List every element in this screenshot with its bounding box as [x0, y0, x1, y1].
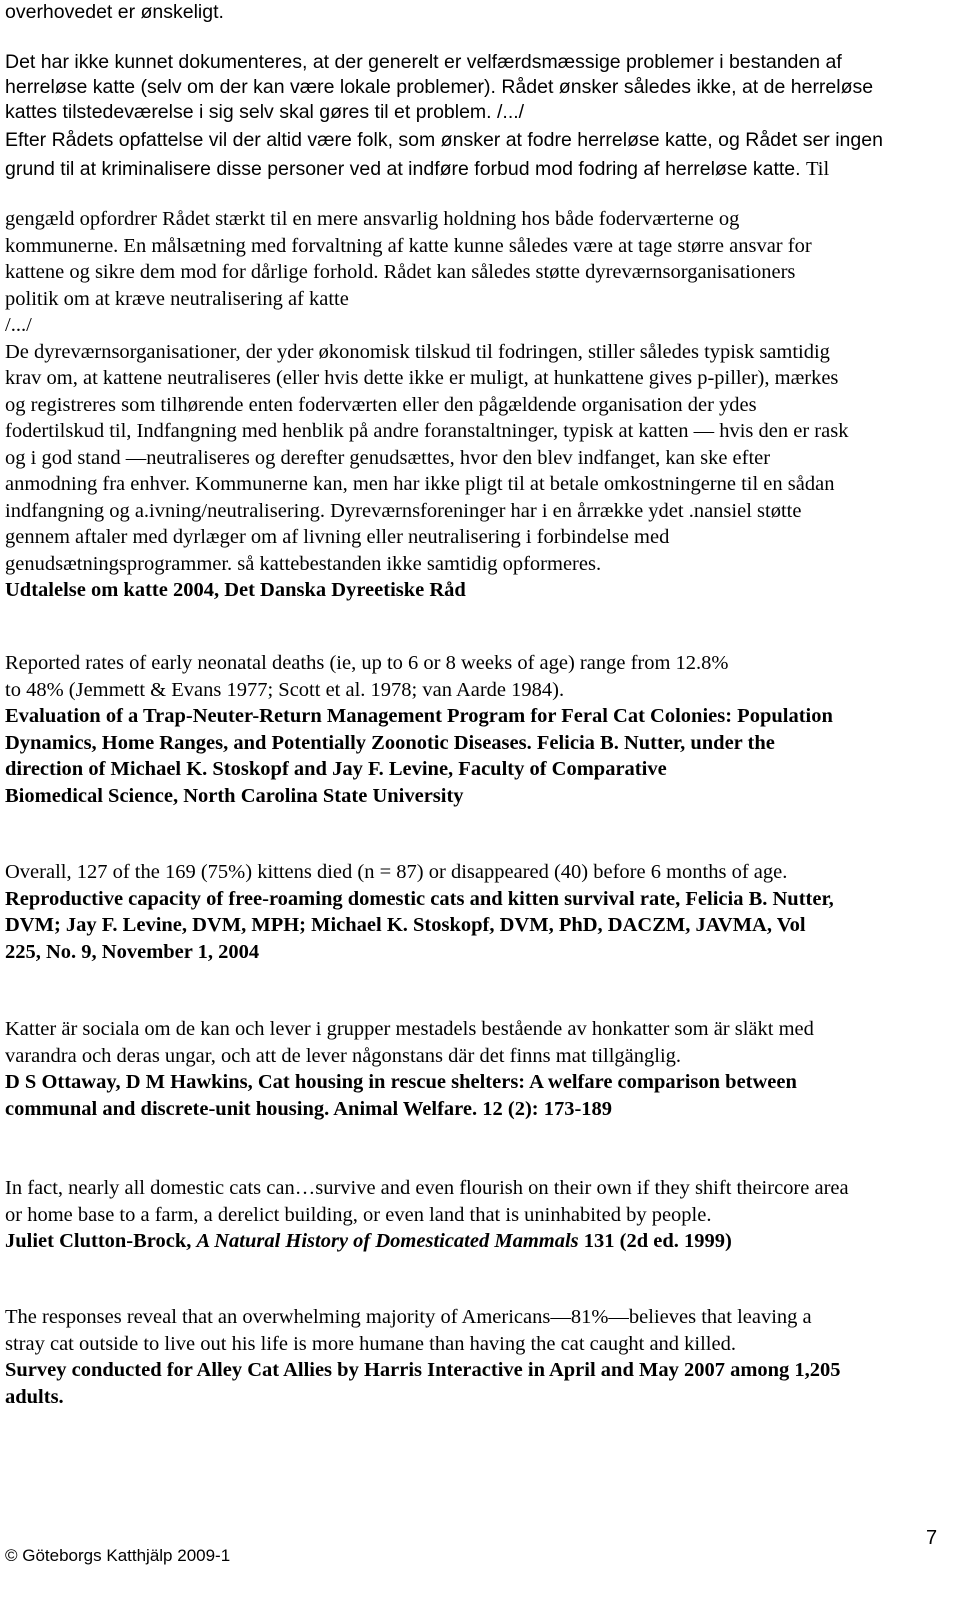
quote-source	[5, 1228, 950, 1255]
page-number: 7	[926, 1527, 938, 1549]
text-segment: grund til at kriminalisere disse personer ved at indføre forbud mod fodring af herreløse katte.	[5, 158, 801, 180]
quote-text: or home base to a farm, a derelict building, or even land that is uninhabited by people.	[5, 1203, 712, 1226]
quote-source: Reproductive capacity of free-roaming domestic cats and kitten survival rate, Felicia B. Nutter,	[5, 887, 834, 910]
quote-source: adults.	[5, 1385, 64, 1408]
text-line	[5, 156, 950, 183]
source-details: 131 (2d ed. 1999)	[583, 1230, 732, 1252]
text-line: kattes tilstedeværelse i sig selv skal gøres til et problem. /.../	[5, 101, 525, 123]
quote-text: The responses reveal that an overwhelming majority of Americans—81%—believes that leaving a	[5, 1306, 812, 1328]
quote-source: Dynamics, Home Ranges, and Potentially Zoonotic Diseases. Felicia B. Nutter, under the	[5, 731, 775, 754]
text-line: krav om, at kattene neutraliseres (eller hvis dette ikke er muligt, at hunkattene gives p-piller), mærkes	[5, 367, 839, 389]
quote-block	[5, 859, 950, 965]
text-line: De dyreværnsorganisationer, der yder økonomisk tilskud til fodringen, stiller således typisk samtidig	[5, 340, 830, 363]
text-line: gennem aftaler med dyrlæger om af livning eller neutralisering i forbindelse med	[5, 526, 670, 548]
text-line: indfangning og a.ivning/neutralisering. Dyreværnsforeninger har i en årrække ydet .nansiel støtte	[5, 499, 802, 522]
quote-source: communal and discrete-unit housing. Animal Welfare. 12 (2): 173-189	[5, 1097, 613, 1120]
quote-text: Katter är sociala om de kan och lever i grupper mestadels bestående av honkatter som är släkt med	[5, 1018, 814, 1040]
text-line: gengæld opfordrer Rådet stærkt til en mere ansvarlig holdning hos både foderværterne og	[5, 208, 740, 230]
text-line: politik om at kræve neutralisering af katte	[5, 287, 349, 310]
text-line: fodertilskud til, Indfangning med henblik på andre foranstaltninger, typisk at katten — hvis den er rask	[5, 420, 849, 442]
text-line: genudsætningsprogrammer. så kattebestanden ikke samtidig opformeres.	[5, 552, 602, 575]
quote-source: DVM; Jay F. Levine, DVM, MPH; Michael K. Stoskopf, DVM, PhD, DACZM, JAVMA, Vol	[5, 914, 806, 936]
quote-source: direction of Michael K. Stoskopf and Jay F. Levine, Faculty of Comparative	[5, 758, 667, 780]
quote-source: Udtalelse om katte 2004, Det Danska Dyreetiske Råd	[5, 579, 466, 601]
quote-source: Evaluation of a Trap-Neuter-Return Management Program for Feral Cat Colonies: Population	[5, 705, 833, 727]
source-title: A Natural History of Domesticated Mammals	[196, 1230, 579, 1252]
text-line: overhovedet er ønskeligt.	[5, 1, 224, 23]
text-line: herreløse katte (selv om der kan være lokale problemer). Rådet ønsker således ikke, at de herreløse	[5, 76, 874, 98]
text-line: og i god stand —neutraliseres og derefter genudsættes, hvor den blev indfanget, kan ske efter	[5, 446, 771, 469]
quote-block	[5, 1175, 950, 1255]
quote-block	[5, 1304, 950, 1410]
source-author: Juliet Clutton-Brock,	[5, 1230, 192, 1252]
quote-text: In fact, nearly all domestic cats can…survive and even flourish on their own if they shift theircore area	[5, 1177, 849, 1199]
text-line: /.../	[5, 314, 32, 336]
footer-copyright: © Göteborgs Katthjälp 2009-1	[5, 1546, 231, 1565]
text-line: Det har ikke kunnet dokumenteres, at der generelt er velfærdsmæssige problemer i bestanden af	[5, 51, 842, 73]
quote-source: D S Ottaway, D M Hawkins, Cat housing in rescue shelters: A welfare comparison between	[5, 1071, 797, 1093]
danish-quote-sans	[5, 0, 950, 183]
text-segment: Til	[805, 158, 830, 180]
quote-source: 225, No. 9, November 1, 2004	[5, 940, 260, 963]
quote-source: Survey conducted for Alley Cat Allies by Harris Interactive in April and May 2007 among 1,205	[5, 1359, 841, 1381]
quote-text: Overall, 127 of the 169 (75%) kittens died (n = 87) or disappeared (40) before 6 months of age.	[5, 861, 788, 883]
text-line	[5, 25, 950, 50]
text-line: kattene og sikre dem mod for dårlige forhold. Rådet kan således støtte dyreværnsorganisationers	[5, 261, 796, 283]
text-line: kommunerne. En målsætning med forvaltning af katte kunne således være at tage større ansvar for	[5, 234, 812, 257]
quote-block	[5, 1016, 950, 1122]
quote-block	[5, 650, 950, 809]
text-line: Efter Rådets opfattelse vil der altid være folk, som ønsker at fodre herreløse katte, og Rådet ser ingen	[5, 129, 883, 151]
text-line: anmodning fra enhver. Kommunerne kan, men har ikke pligt til at betale omkostningerne til en sådan	[5, 473, 835, 495]
danish-quote-serif	[5, 206, 950, 604]
quote-text: to 48% (Jemmett & Evans 1977; Scott et al. 1978; van Aarde 1984).	[5, 678, 565, 701]
quote-source: Biomedical Science, North Carolina State University	[5, 784, 464, 807]
quote-text: stray cat outside to live out his life is more humane than having the cat caught and killed.	[5, 1332, 736, 1355]
quote-text: Reported rates of early neonatal deaths (ie, up to 6 or 8 weeks of age) range from 12.8%	[5, 652, 729, 674]
quote-text: varandra och deras ungar, och att de lever någonstans där det finns mat tillgänglig.	[5, 1044, 682, 1067]
text-line: og registreres som tilhørende enten foderværten eller den pågældende organisation der ydes	[5, 393, 757, 416]
